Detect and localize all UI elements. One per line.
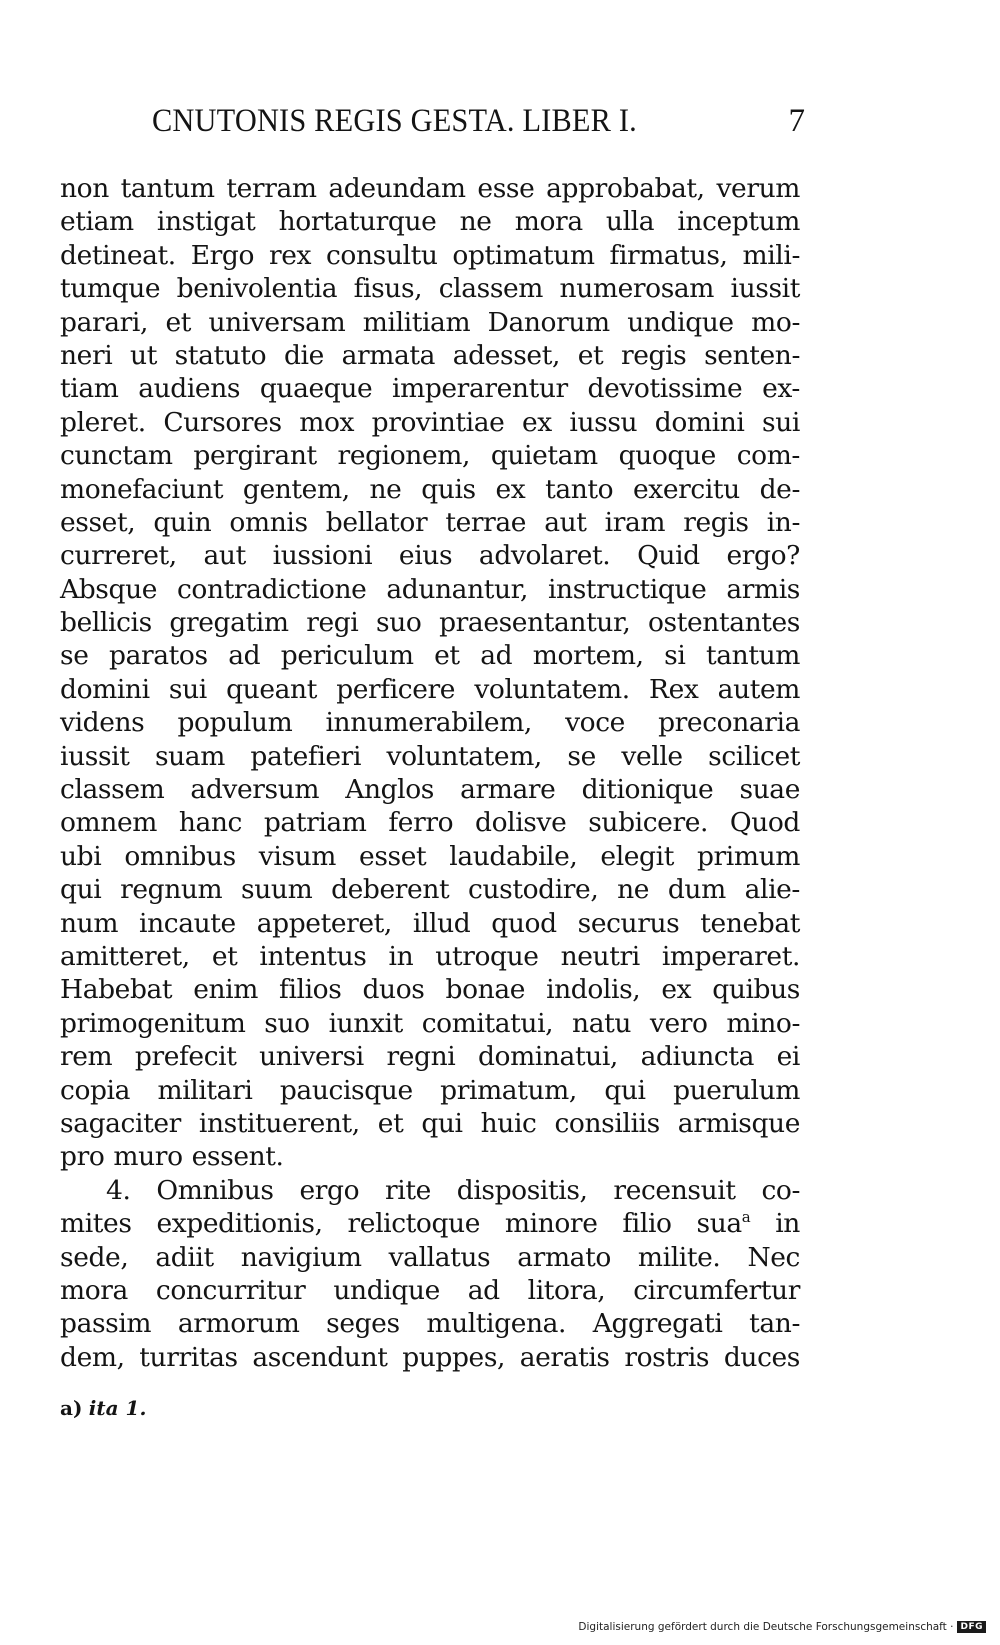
text-line: tumque benivolentia fisus, classem numerosam iussit: [60, 273, 800, 305]
text-line: classem adversum Anglos armare ditionique suae: [60, 774, 800, 806]
text-fragment: in: [750, 1208, 800, 1240]
running-header: [60, 103, 805, 153]
text-line: amitteret, et intentus in utroque neutri imperaret.: [60, 940, 800, 972]
credit-text: Digitalisierung gefördert durch die Deutsche Forschungsgemeinschaft ·: [578, 1621, 954, 1633]
text-line: num incaute appeteret, illud quod securus tenebat: [60, 907, 800, 939]
text-line: sede, adiit navigium vallatus armato milite. Nec: [60, 1241, 800, 1273]
text-line: parari, et universam militiam Danorum undique mo-: [60, 306, 800, 338]
text-line: detineat. Ergo rex consultu optimatum firmatus, mili-: [60, 239, 800, 271]
text-line: etiam instigat hortaturque ne mora ulla inceptum: [60, 206, 800, 238]
text-line: copia militari paucisque primatum, qui puerulum: [60, 1074, 800, 1106]
text-line: domini sui queant perficere voluntatem. Rex autem: [60, 673, 800, 705]
text-line: omnem hanc patriam ferro dolisve subicere. Quod: [60, 807, 800, 839]
text-line: primogenitum suo iunxit comitatui, natu vero mino-: [60, 1007, 800, 1039]
text-line: pro muro essent.: [60, 1141, 284, 1173]
footnote-marker: a: [741, 1208, 751, 1227]
text-line: ubi omnibus visum esset laudabile, elegit primum: [60, 840, 800, 872]
paragraph-start-line: 4. Omnibus ergo rite dispositis, recensuit co-: [106, 1174, 800, 1206]
text-line: curreret, aut iussioni eius advolaret. Quid ergo?: [60, 540, 800, 572]
text-line: mora concurritur undique ad litora, circumfertur: [60, 1274, 800, 1306]
text-line: esset, quin omnis bellator terrae aut iram regis in-: [60, 506, 800, 538]
digitization-credit: [578, 1621, 986, 1633]
text-line: dem, turritas ascendunt puppes, aeratis rostris duces: [60, 1341, 800, 1373]
text-line: Habebat enim filios duos bonae indolis, ex quibus: [60, 974, 800, 1006]
dfg-logo-icon: DFG: [957, 1621, 986, 1633]
text-line: Absque contradictione adunantur, instructique armis: [60, 573, 800, 605]
text-line: iussit suam patefieri voluntatem, se velle scilicet: [60, 740, 800, 772]
text-line: videns populum innumerabilem, voce preconaria: [60, 707, 800, 739]
text-line: tiam audiens quaeque imperarentur devotissime ex-: [60, 373, 800, 405]
main-text: [60, 172, 800, 1374]
text-line: neri ut statuto die armata adesset, et regis senten-: [60, 339, 800, 371]
text-line: passim armorum seges multigena. Aggregati tan-: [60, 1308, 800, 1340]
text-line: sagaciter instituerent, et qui huic consiliis armisque: [60, 1107, 800, 1139]
text-line: cunctam pergirant regionem, quietam quoque com-: [60, 440, 800, 472]
footnote: [60, 1396, 146, 1420]
footnote-label: a): [60, 1396, 83, 1420]
text-line: se paratos ad periculum et ad mortem, si tantum: [60, 640, 800, 672]
running-title: CNUTONIS REGIS GESTA. LIBER I.: [152, 103, 637, 139]
text-line: non tantum terram adeundam esse approbabat, verum: [60, 173, 800, 204]
footnote-text: ita 1.: [88, 1396, 147, 1420]
page-number: 7: [788, 103, 805, 139]
text-line: pleret. Cursores mox provintiae ex iussu domini sui: [60, 406, 800, 438]
text-line: qui regnum suum deberent custodire, ne dum alie-: [60, 874, 800, 906]
text-line: bellicis gregatim regi suo praesentantur, ostentantes: [60, 607, 800, 639]
text-line-with-footnote: [60, 1207, 800, 1240]
text-fragment: mites expeditionis, relictoque minore filio sua: [60, 1208, 742, 1240]
text-line: rem prefecit universi regni dominatui, adiuncta ei: [60, 1041, 800, 1073]
text-line: monefaciunt gentem, ne quis ex tanto exercitu de-: [60, 473, 800, 505]
